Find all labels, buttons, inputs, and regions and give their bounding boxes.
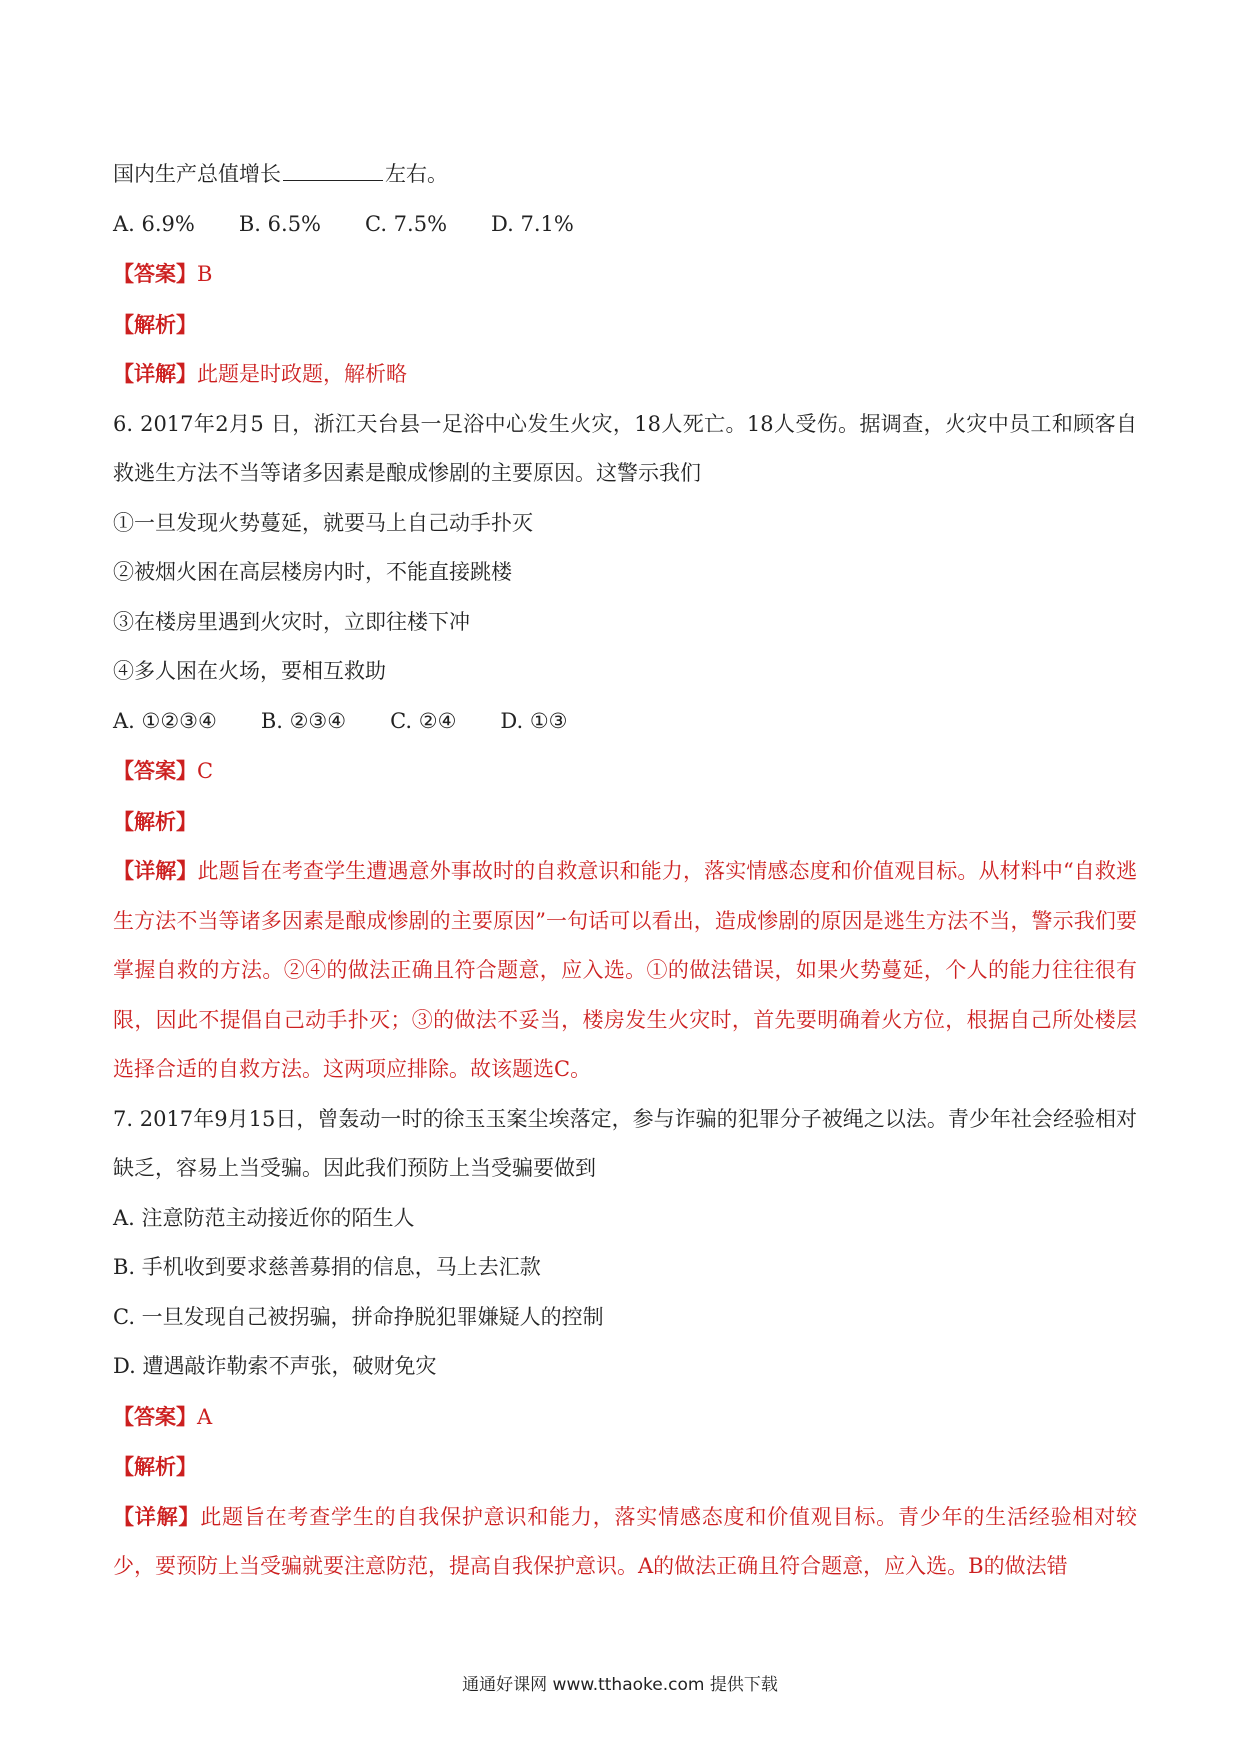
q6-item-2: ②被烟火困在高层楼房内时，不能直接跳楼 [113,560,512,584]
q6-detail-text: 此题旨在考查学生遭遇意外事故时的自救意识和能力，落实情感态度和价值观目标。从材料中“自救逃生方法不当等诸多因素是酿成惨剧的主要原因”一句话可以看出，造成惨剧的原因是逃生方法不当，警示我们要掌握自救的方法。②④的做法正确且符合题意，应入选。①的做法错误，如果火势蔓延，个人的能力往往很有限，因此不提倡自己动手扑灭；③的做法不妥当，楼房发生火灾时，首先要明确着火方位，根据自己所处楼层选择合适的自救方法。这两项应排除。故该题选C。 [113,859,1138,1081]
q5-answer [113,249,1137,300]
q7-stem: 7. 2017年9月15日，曾轰动一时的徐玉玉案尘埃落定，参与诈骗的犯罪分子被绳之以法。青少年社会经验相对缺乏，容易上当受骗。因此我们预防上当受骗要做到 [113,1106,1137,1180]
q7-option-d: D. 遭遇敲诈勒索不声张，破财免灾 [113,1354,437,1378]
q6-answer-value: C [197,759,214,783]
q5-answer-tag: 【答案】 [113,261,197,286]
q6-stem: 6. 2017年2月5 日，浙江天台县一足浴中心发生火灾，18人死亡。18人受伤。据调查，火灾中员工和顾客自救逃生方法不当等诸多因素是酿成惨剧的主要原因。这警示我们 [113,411,1137,485]
q6-detail-tag: 【详解】 [113,858,198,883]
q7-option-c: C. 一旦发现自己被拐骗，拼命挣脱犯罪嫌疑人的控制 [113,1304,604,1329]
q5-answer-blank [283,158,383,181]
q6-analysis-tag: 【解析】 [113,808,197,834]
q7-option-b: B. 手机收到要求慈善募捐的信息，马上去汇款 [113,1255,541,1279]
q5-stem-before: 国内生产总值增长 [113,162,281,186]
q6-option-b: B. ②③④ [260,708,347,733]
q5-option-d: D. 7.1% [491,211,574,236]
q7-detail-text: 此题旨在考查学生的自我保护意识和能力，落实情感态度和价值观目标。青少年的生活经验相对较少，要预防上当受骗就要注意防范，提高自我保护意识。A的做法正确且符合题意，应入选。B的做法错 [113,1504,1137,1578]
q7-analysis-tag: 【解析】 [113,1454,197,1479]
page-footer: 通通好课网 www.tthaoke.com 提供下载 [462,1675,778,1695]
q5-stem-after: 左右。 [385,162,448,186]
q5-option-b: B. 6.5% [238,211,322,236]
q6-option-d: D. ①③ [500,708,568,733]
q5-option-c: C. 7.5% [365,211,448,236]
q7-detail-tag: 【详解】 [113,1503,201,1529]
q5-detail-tag: 【详解】 [113,361,197,386]
page-content [113,150,1137,1592]
q6-option-a: A. ①②③④ [113,708,217,733]
q5-options [113,200,1137,250]
q5-stem [113,150,1137,200]
q6-answer [113,746,1137,797]
q7-option-a: A. 注意防范主动接近你的陌生人 [113,1205,415,1230]
q7-detail [113,1492,1137,1592]
q6-answer-tag: 【答案】 [113,758,197,783]
q6-item-4: ④多人困在火场，要相互救助 [113,659,386,683]
q5-detail-text: 此题是时政题，解析略 [197,362,407,386]
q5-analysis-tag: 【解析】 [113,311,197,337]
q6-item-1: ①一旦发现火势蔓延，就要马上自己动手扑灭 [113,510,533,535]
q6-option-c: C. ②④ [390,708,457,733]
q6-detail [113,846,1137,1095]
q5-answer-value: B [197,262,213,286]
q6-options [113,697,1137,747]
q7-answer-value: A [197,1404,213,1429]
q7-answer [113,1392,1137,1443]
q5-detail [113,349,1137,400]
q5-option-a: A. 6.9% [113,211,195,236]
q7-answer-tag: 【答案】 [113,1403,197,1429]
q6-item-3: ③在楼房里遇到火灾时，立即往楼下冲 [113,609,470,634]
